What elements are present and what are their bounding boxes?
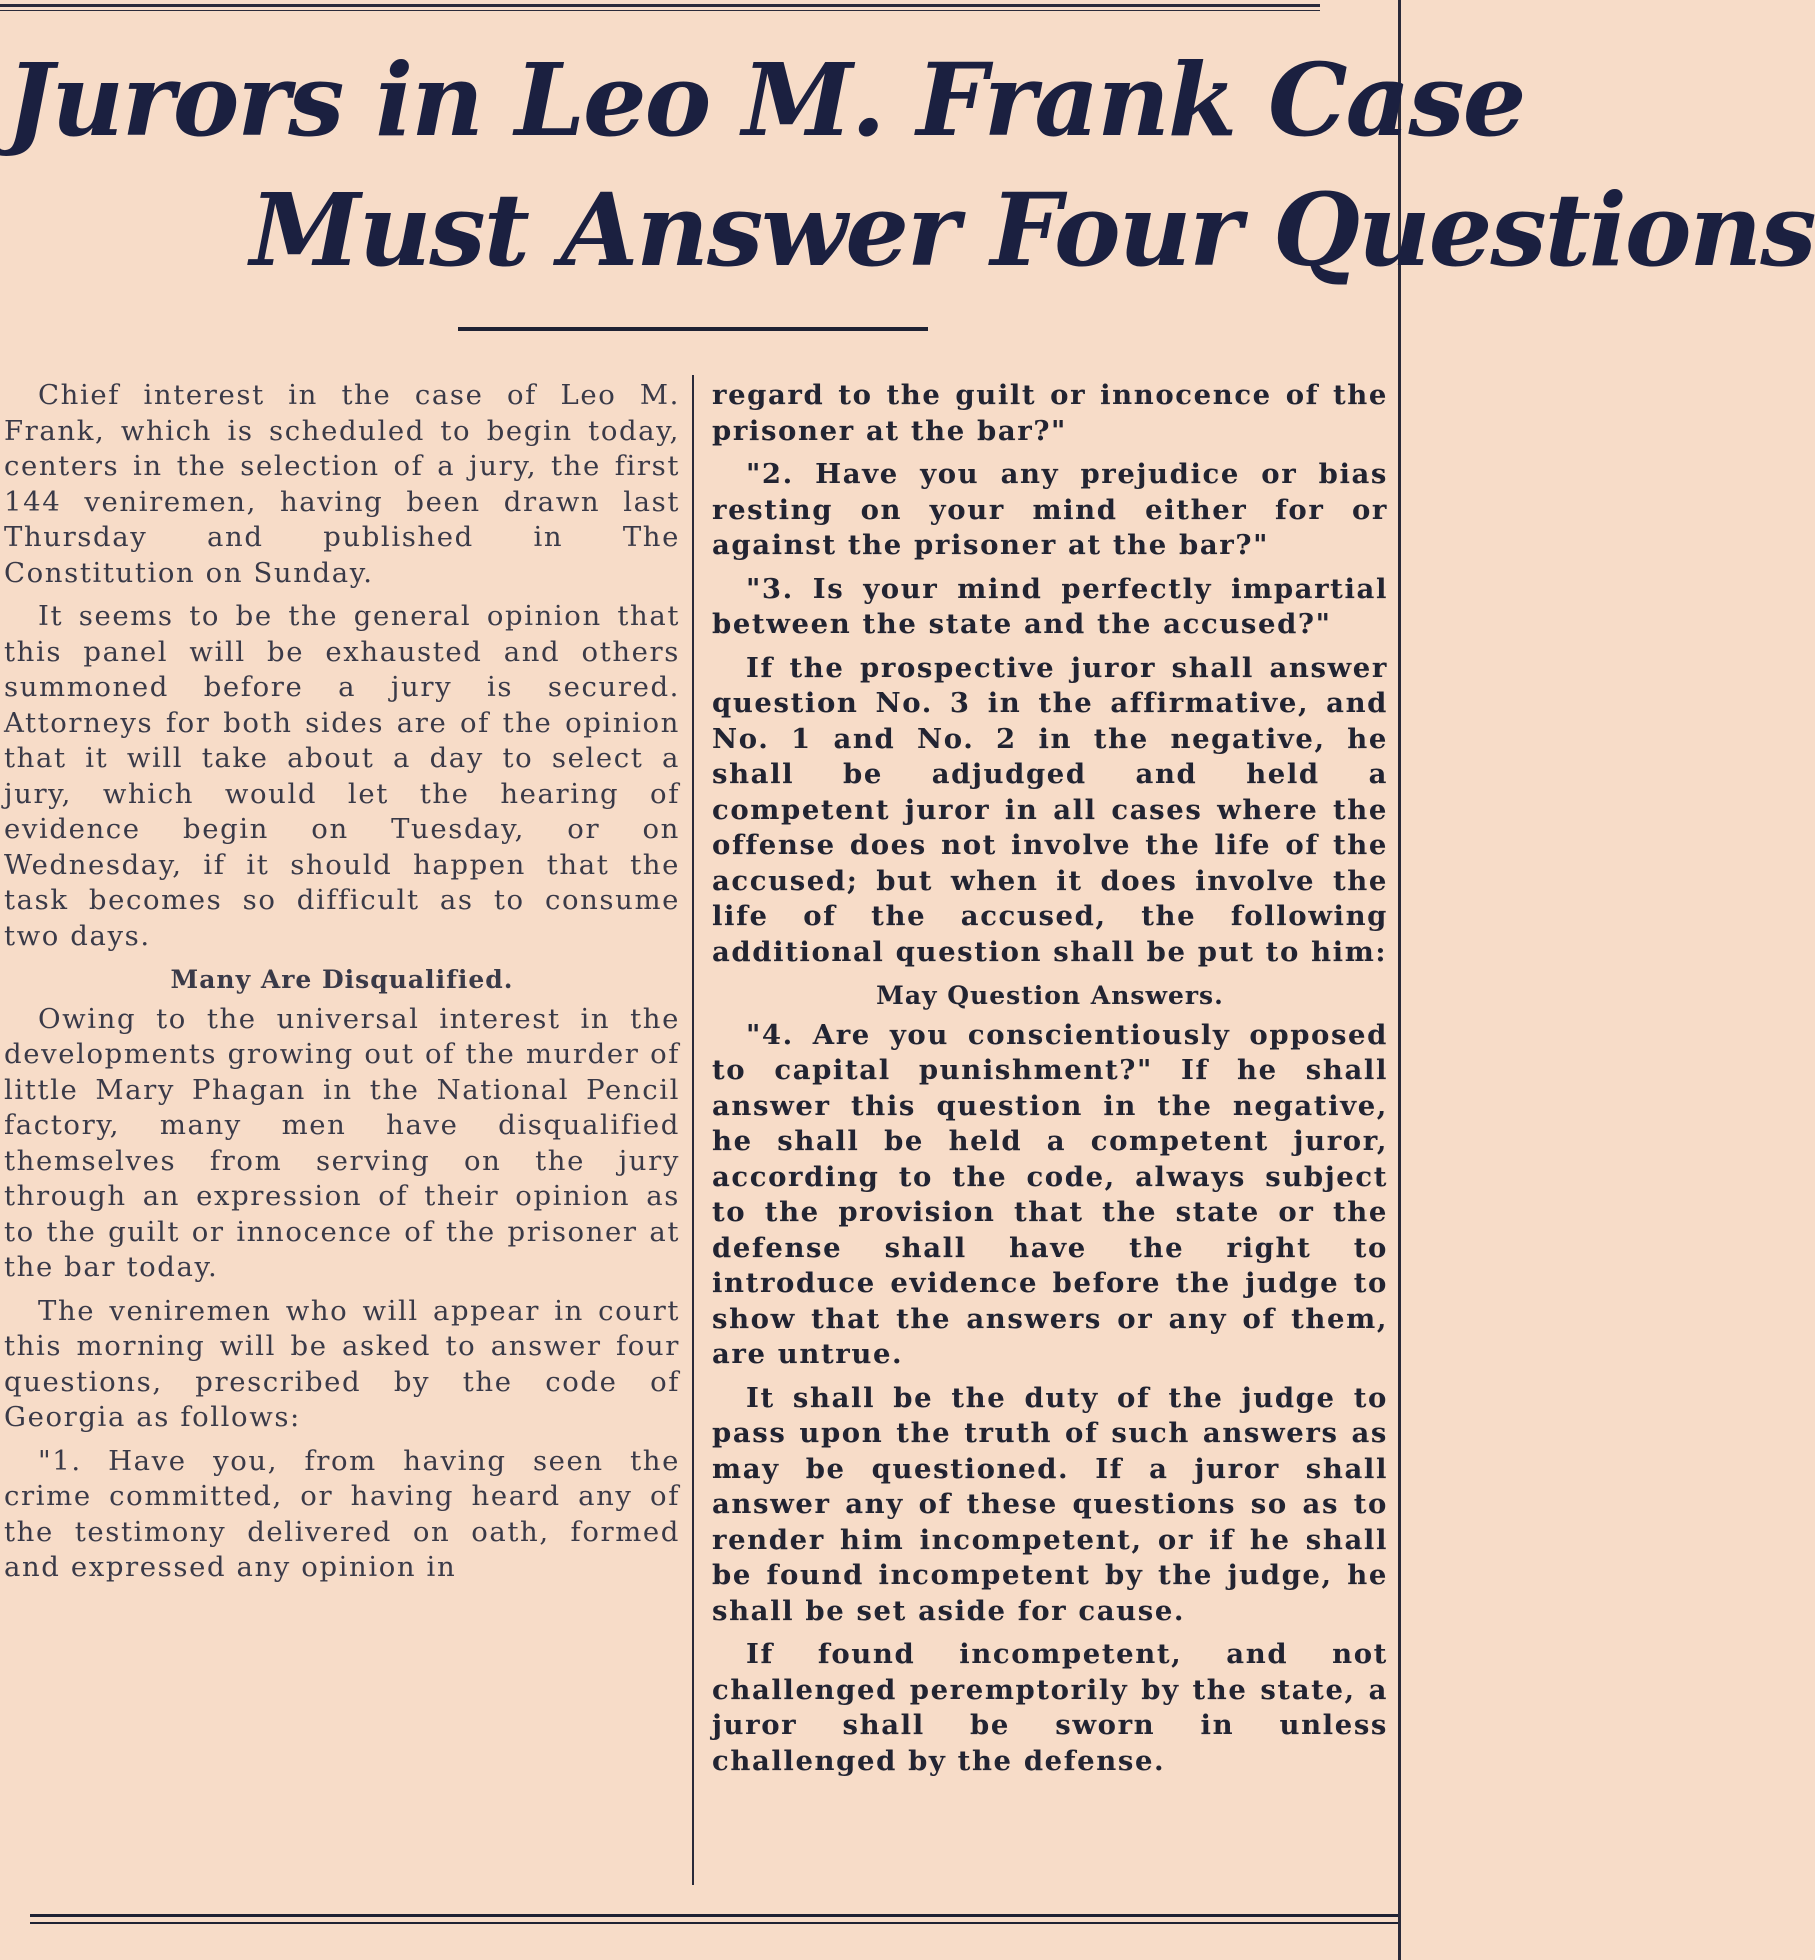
right-paragraph-5: "4. Are you conscientiously opposed to capital punishment?" If he shall answer this question in the negative, he shall be held a competent juror, according to the code, always subject to the provision that the state or the defense shall have the right to introduce evidence before the judge to show that the answers or any of them, are untrue. (712, 1018, 1388, 1370)
right-paragraph-7: If found incompetent, and not challenged peremptorily by the state, a juror shall be sworn in unless challenged by the defense. (712, 1638, 1388, 1777)
left-paragraph-5: "1. Have you, from having seen the crime committed, or having heard any of the testimony delivered on oath, formed and expressed any opinion in (4, 1444, 680, 1583)
left-paragraph-4: The veniremen who will appear in court this morning will be asked to answer four questions, prescribed by the code of Georgia as follows: (4, 1294, 680, 1433)
bottom-rule-thin (30, 1922, 1398, 1924)
left-paragraph-1: Chief interest in the case of Leo M. Frank, which is scheduled to begin today, centers in the selection of a jury, the first 144 veniremen, having been drawn last Thursday and published in The Constitution on Sunday. (4, 379, 680, 589)
headline-rule (458, 327, 928, 331)
top-rule (0, 4, 1320, 7)
bottom-rule (30, 1914, 1398, 1917)
right-paragraph-1: regard to the guilt or innocence of the prisoner at the bar?" (712, 379, 1388, 447)
right-paragraph-6: It shall be the duty of the judge to pass upon the truth of such answers as may be questioned. If a juror shall answer any of these questions so as to render him incompetent, or if he shall be found incompetent by the judge, he shall be set aside for cause. (712, 1381, 1388, 1627)
right-paragraph-2: "2. Have you any prejudice or bias resting on your mind either for or against the prisoner at the bar?" (712, 458, 1388, 561)
right-column (712, 378, 1388, 1787)
headline-line-2: Must Answer Four Questions (250, 171, 1815, 289)
right-column-border (1398, 0, 1401, 1960)
left-column (4, 378, 680, 1594)
left-paragraph-3: Owing to the universal interest in the developments growing out of the murder of little Mary Phagan in the National Pencil factory, many men have disqualified themselves from serving on the jury through an expression of their opinion as to the guilt or innocence of the prisoner at the bar today. (4, 1002, 680, 1283)
top-rule-thin (0, 10, 1320, 11)
right-paragraph-4: If the prospective juror shall answer question No. 3 in the affirmative, and No. 1 and No. 2 in the negative, he shall be adjudged and held a competent juror in all cases where the offense does not involve the life of the accused; but when it does involve the life of the accused, the following additional question shall be put to him: (712, 651, 1388, 968)
subhead-may-question-answers: May Question Answers. (876, 981, 1224, 1010)
column-divider (692, 375, 694, 1885)
left-paragraph-2: It seems to be the general opinion that this panel will be exhausted and others summoned before a jury is secured. Attorneys for both sides are of the opinion that it will take about a day to select a jury, which would let the hearing of evidence begin on Tuesday, or on Wednesday, if it should happen that the task becomes so difficult as to consume two days. (4, 600, 680, 952)
headline-line-1: Jurors in Leo M. Frank Case (6, 41, 1525, 159)
subhead-many-are-disqualified: Many Are Disqualified. (170, 965, 514, 994)
right-paragraph-3: "3. Is your mind perfectly impartial between the state and the accused?" (712, 572, 1388, 640)
